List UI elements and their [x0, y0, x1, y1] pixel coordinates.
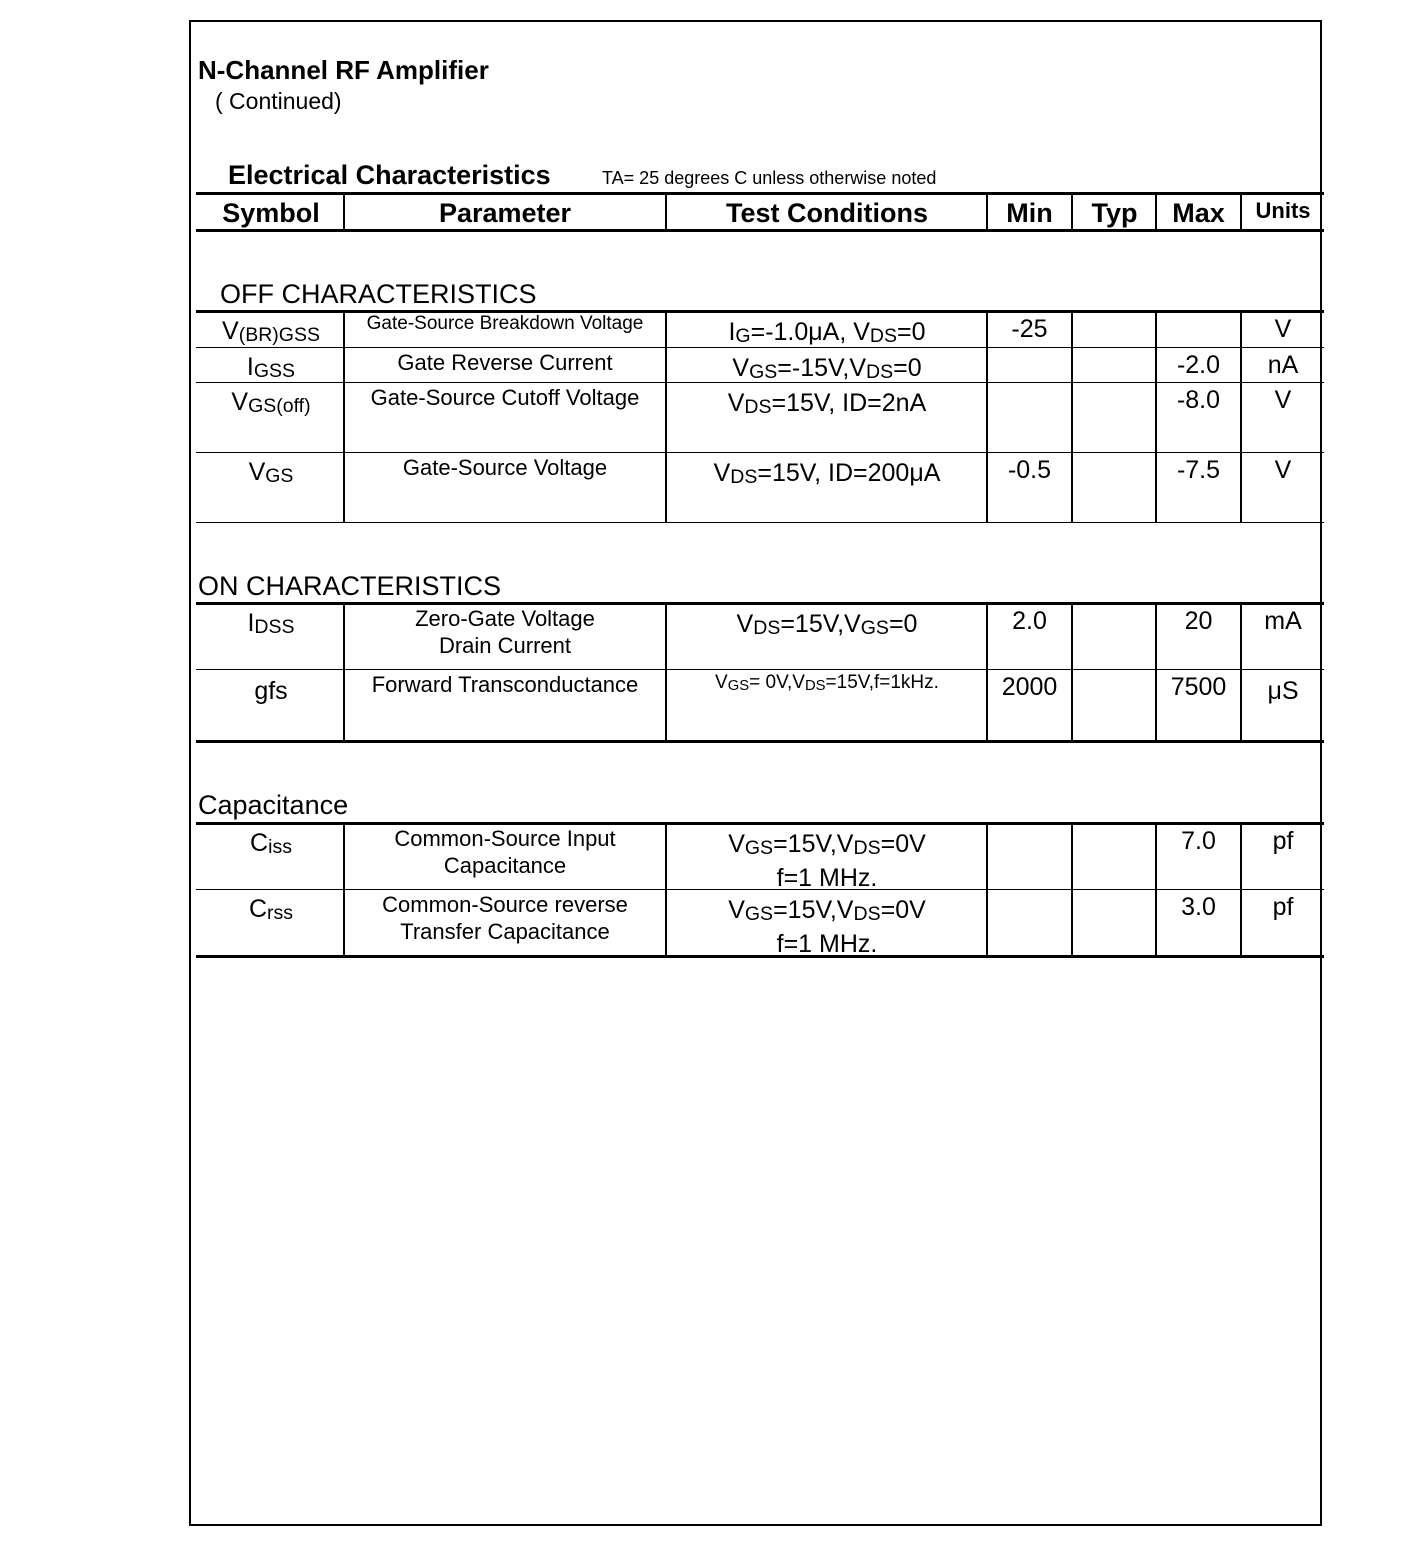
cell-symbol: $V_{(BR)GSS}$ [222, 317, 320, 346]
cell-units: V [1274, 386, 1292, 414]
cell-conditions: $V_{GS}=15V,V_{DS}=0V$ f=1 MHz. [728, 896, 926, 958]
cell-parameter: Gate-Source Cutoff Voltage [370, 385, 640, 410]
cell-conditions: $I_G=-1.0\mu A$, $V_{DS}=0$ [728, 318, 926, 347]
cell-min: 2000 [1001, 673, 1058, 701]
cell-parameter: Gate-Source Voltage [402, 455, 608, 480]
cell-parameter: Gate-Source Breakdown Voltage [366, 313, 644, 334]
header-divider [1071, 195, 1073, 230]
cell-symbol: $I_{GSS}$ [246, 353, 296, 382]
column-divider [1071, 312, 1073, 348]
cell-max: 7.0 [1181, 827, 1216, 855]
page-frame [189, 20, 1322, 1526]
cell-min: -25 [1011, 315, 1048, 343]
cell-conditions: $V_{GS}= 0V,V_{DS}=15V,f=1kHz$. [715, 672, 939, 694]
section-off-characteristics: OFF CHARACTERISTICS [220, 279, 537, 309]
cell-units: μS [1267, 677, 1299, 705]
conditions-note: TA= 25 degrees C unless otherwise noted [602, 168, 937, 188]
header-units: Units [1255, 198, 1311, 223]
cell-min: 2.0 [1012, 607, 1047, 635]
header-divider [1240, 195, 1242, 230]
header-divider [665, 195, 667, 230]
cell-units: nA [1267, 351, 1299, 379]
cell-conditions: $V_{DS}=15V$, ID=2nA [727, 389, 927, 418]
header-min: Min [1006, 198, 1053, 228]
cell-max: -7.5 [1176, 456, 1221, 484]
header-divider [1155, 195, 1157, 230]
cell-max: 7500 [1170, 673, 1227, 701]
cell-units: pf [1272, 893, 1294, 921]
header-typ: Typ [1091, 198, 1138, 228]
header-test-conditions: Test Conditions [726, 198, 928, 228]
cell-symbol: $C_{iss}$ [250, 829, 292, 858]
header-max: Max [1172, 198, 1225, 228]
cell-symbol: gfs [254, 677, 288, 705]
column-divider [1155, 312, 1157, 348]
cell-symbol: $C_{rss}$ [248, 895, 294, 924]
cell-units: mA [1264, 607, 1302, 635]
cell-max: -8.0 [1176, 386, 1221, 414]
section-on-characteristics: ON CHARACTERISTICS [198, 571, 502, 601]
column-divider [1071, 824, 1073, 890]
cell-parameter: Zero-Gate Voltage Drain Current [415, 606, 595, 658]
cell-units: pf [1272, 827, 1294, 855]
column-divider [1071, 604, 1073, 670]
section-capacitance: Capacitance [198, 790, 349, 820]
row-rule [196, 522, 1324, 523]
cell-conditions: $V_{GS}=-15V,V_{DS}=0$ [732, 354, 922, 383]
column-divider [1071, 453, 1073, 523]
cell-parameter: Forward Transconductance [371, 672, 639, 697]
header-parameter: Parameter [438, 198, 572, 228]
header-divider [343, 195, 345, 230]
cell-units: V [1274, 315, 1292, 343]
cell-symbol: $V_{GS(off)}$ [231, 388, 311, 417]
cell-parameter: Common-Source reverse Transfer Capacitance [382, 892, 628, 944]
cell-max: 20 [1184, 607, 1213, 635]
cell-conditions: $V_{DS}=15V,V_{GS}=0$ [736, 610, 918, 639]
cell-parameter: Gate Reverse Current [397, 350, 613, 375]
cell-symbol: $V_{GS}$ [248, 458, 294, 487]
cell-max: 3.0 [1181, 893, 1216, 921]
column-divider [1071, 890, 1073, 957]
document-title: N-Channel RF Amplifier [198, 55, 489, 85]
column-divider [1071, 383, 1073, 453]
header-symbol: Symbol [222, 198, 320, 228]
header-divider [986, 195, 988, 230]
cell-max: -2.0 [1176, 351, 1221, 379]
cell-conditions: $V_{GS}=15V,V_{DS}=0V$ f=1 MHz. [728, 830, 926, 892]
column-divider [1071, 670, 1073, 742]
section-title: Electrical Characteristics [228, 160, 551, 190]
cell-parameter: Common-Source Input Capacitance [394, 826, 616, 878]
document-subtitle: ( Continued) [215, 88, 342, 114]
cell-symbol: $I_{DSS}$ [247, 609, 295, 638]
row-rule [196, 740, 1324, 743]
cell-conditions: $V_{DS}=15V$, ID=200μA [713, 459, 941, 488]
column-divider [1071, 348, 1073, 383]
cell-units: V [1274, 456, 1292, 484]
cell-min: -0.5 [1007, 456, 1052, 484]
